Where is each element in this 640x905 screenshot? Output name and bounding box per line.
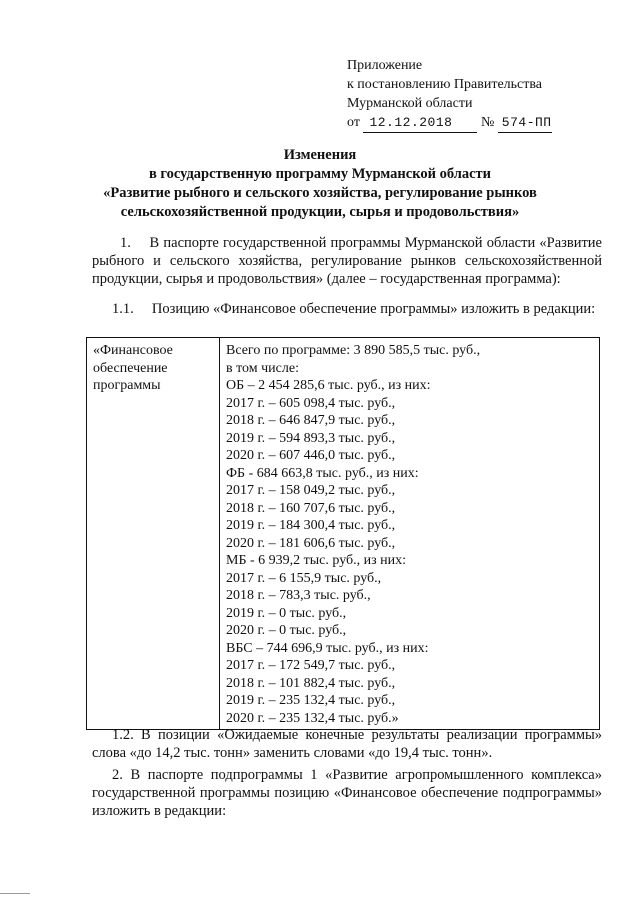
title-line-4: сельскохозяйственной продукции, сырья и продовольствия» xyxy=(120,204,520,220)
appendix-line-1: Приложение xyxy=(347,58,423,73)
finance-line: ФБ - 684 663,8 тыс. руб., из них: xyxy=(226,465,419,481)
finance-values-cell xyxy=(220,338,600,730)
paragraph-1-2: 1.2. В позиции «Ожидаемые конечные результаты реализации программы» слова «до 14,2 тыс. тонн» заменить словами «до 19,4 тыс. тонн». xyxy=(92,727,602,761)
finance-line: 2019 г. – 594 893,3 тыс. руб., xyxy=(226,430,396,446)
appendix-line-3: Мурманской области xyxy=(347,96,473,111)
appendix-date-line xyxy=(347,113,552,133)
date-prefix: от xyxy=(347,115,360,130)
finance-label-cell: «Финансовое обеспечение программы xyxy=(87,338,220,730)
finance-table-row xyxy=(87,338,600,730)
finance-line: 2019 г. – 0 тыс. руб., xyxy=(226,605,347,621)
paragraph-1: 1. В паспорте государственной программы Мурманской области «Развитие рыбного и сельского хозяйства, регулирование рынков сельскохозяйственной продукции, сырья и продовольствия» (далее – государственная программа): xyxy=(92,235,602,287)
finance-line: 2019 г. – 235 132,4 тыс. руб., xyxy=(226,693,396,708)
finance-line: ОБ – 2 454 285,6 тыс. руб., из них: xyxy=(226,378,431,393)
scan-edge-mark xyxy=(0,893,30,894)
title-line-2: в государственную программу Мурманской области xyxy=(148,166,492,182)
finance-line: 2020 г. – 181 606,6 тыс. руб., xyxy=(226,535,396,551)
finance-line: 2017 г. – 605 098,4 тыс. руб., xyxy=(226,395,396,411)
finance-line: 2020 г. – 0 тыс. руб., xyxy=(226,623,347,638)
finance-line: в том числе: xyxy=(226,360,299,376)
finance-line: 2020 г. – 607 446,0 тыс. руб., xyxy=(226,448,396,463)
finance-line: МБ - 6 939,2 тыс. руб., из них: xyxy=(226,553,407,568)
finance-line: 2018 г. – 646 847,9 тыс. руб., xyxy=(226,413,396,428)
finance-line: Всего по программе: 3 890 585,5 тыс. руб., xyxy=(226,343,481,358)
appendix-header xyxy=(347,56,552,133)
finance-lines xyxy=(226,342,595,727)
date-value: 12.12.2018 xyxy=(363,113,477,133)
title-line-3: «Развитие рыбного и сельского хозяйства, регулирование рынков xyxy=(103,185,537,201)
finance-line: 2018 г. – 783,3 тыс. руб., xyxy=(226,588,371,603)
appendix-line-2: к постановлению Правительства xyxy=(347,77,543,92)
paragraph-2: 2. В паспорте подпрограммы 1 «Развитие агропромышленного комплекса» государственной программы позицию «Финансовое обеспечение подпрограммы» изложить в редакции: xyxy=(92,767,602,819)
title-line-1: Изменения xyxy=(283,147,357,163)
number-prefix: № xyxy=(480,115,495,130)
finance-line: 2017 г. – 172 549,7 тыс. руб., xyxy=(226,658,396,673)
finance-line: 2020 г. – 235 132,4 тыс. руб.» xyxy=(226,710,399,726)
finance-line: ВБС – 744 696,9 тыс. руб., из них: xyxy=(226,640,429,656)
finance-table xyxy=(86,337,600,730)
finance-line: 2017 г. – 6 155,9 тыс. руб., xyxy=(226,570,382,586)
paragraph-1-1: 1.1. Позицию «Финансовое обеспечение программы» изложить в редакции: xyxy=(112,301,596,317)
finance-line: 2018 г. – 101 882,4 тыс. руб., xyxy=(226,675,396,691)
finance-line: 2018 г. – 160 707,6 тыс. руб., xyxy=(226,500,396,516)
document-number: 574-ПП xyxy=(498,113,552,133)
finance-line: 2017 г. – 158 049,2 тыс. руб., xyxy=(226,483,396,498)
document-title xyxy=(100,146,540,222)
finance-line: 2019 г. – 184 300,4 тыс. руб., xyxy=(226,518,396,533)
